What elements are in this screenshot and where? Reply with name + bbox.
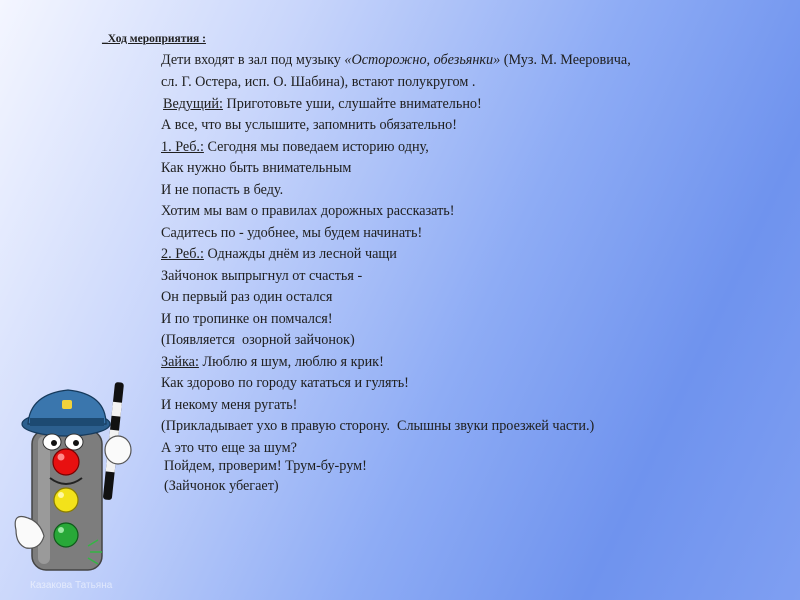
verse-line: Как здорово по городу кататься и гулять!	[161, 375, 409, 391]
verse-line: Пойдем, проверим! Трум-бу-рум!	[164, 458, 367, 474]
verse-line: Как нужно быть внимательным	[161, 160, 352, 176]
speaker-child-1: 1. Реб.:	[161, 139, 204, 155]
host-line	[163, 96, 482, 113]
stage-direction: (Прикладывает ухо в правую сторону. Слышны звуки проезжей части.)	[161, 418, 595, 434]
verse-line: И по тропинке он помчался!	[161, 311, 333, 327]
bunny-text: Люблю я шум, люблю я крик!	[198, 354, 384, 370]
page-title: _Ход мероприятия :	[102, 33, 206, 45]
stage-direction: (Зайчонок убегает)	[164, 478, 279, 494]
speaker-host: Ведущий:	[163, 96, 223, 112]
song-title: «Осторожно, обезьянки»	[344, 52, 501, 68]
intro-text-after: (Муз. М. Мееровича,	[500, 52, 631, 68]
yellow-light	[54, 488, 78, 512]
green-light	[54, 523, 78, 547]
child1-text: Сегодня мы поведаем историю одну,	[203, 139, 429, 155]
verse-line: Он первый раз один остался	[161, 289, 333, 305]
police-cap	[22, 390, 110, 436]
stage-direction: (Появляется озорной зайчонок)	[161, 332, 355, 348]
verse-line: Хотим мы вам о правилах дорожных рассказать!	[161, 203, 455, 219]
verse-line: Садитесь по - удобнее, мы будем начинать!	[161, 225, 423, 241]
verse-line: И не попасть в беду.	[161, 182, 284, 198]
host-text: Приготовьте уши, слушайте внимательно!	[222, 96, 482, 112]
intro-line-1	[161, 52, 631, 69]
intro-text-before: Дети входят в зал под музыку	[161, 52, 345, 68]
intro-line-2: сл. Г. Остера, исп. О. Шабина), встают полукругом .	[161, 74, 476, 90]
verse-line: Зайчонок выпрыгнул от счастья -	[161, 268, 363, 284]
right-hand	[105, 436, 131, 464]
bunny-line	[161, 354, 384, 371]
child2-text: Однажды днём из лесной чащи	[203, 246, 397, 262]
verse-line: И некому меня ругать!	[161, 397, 298, 413]
author-watermark: Казакова Татьяна	[30, 580, 113, 591]
speaker-bunny: Зайка:	[161, 354, 199, 370]
red-light	[53, 449, 79, 475]
child1-line	[161, 139, 429, 156]
speaker-child-2: 2. Реб.:	[161, 246, 204, 262]
verse-line: А это что еще за шум?	[161, 440, 297, 456]
traffic-light-mascot-icon	[10, 380, 140, 580]
verse-line: А все, что вы услышите, запомнить обязательно!	[161, 117, 457, 133]
child2-line	[161, 246, 397, 263]
